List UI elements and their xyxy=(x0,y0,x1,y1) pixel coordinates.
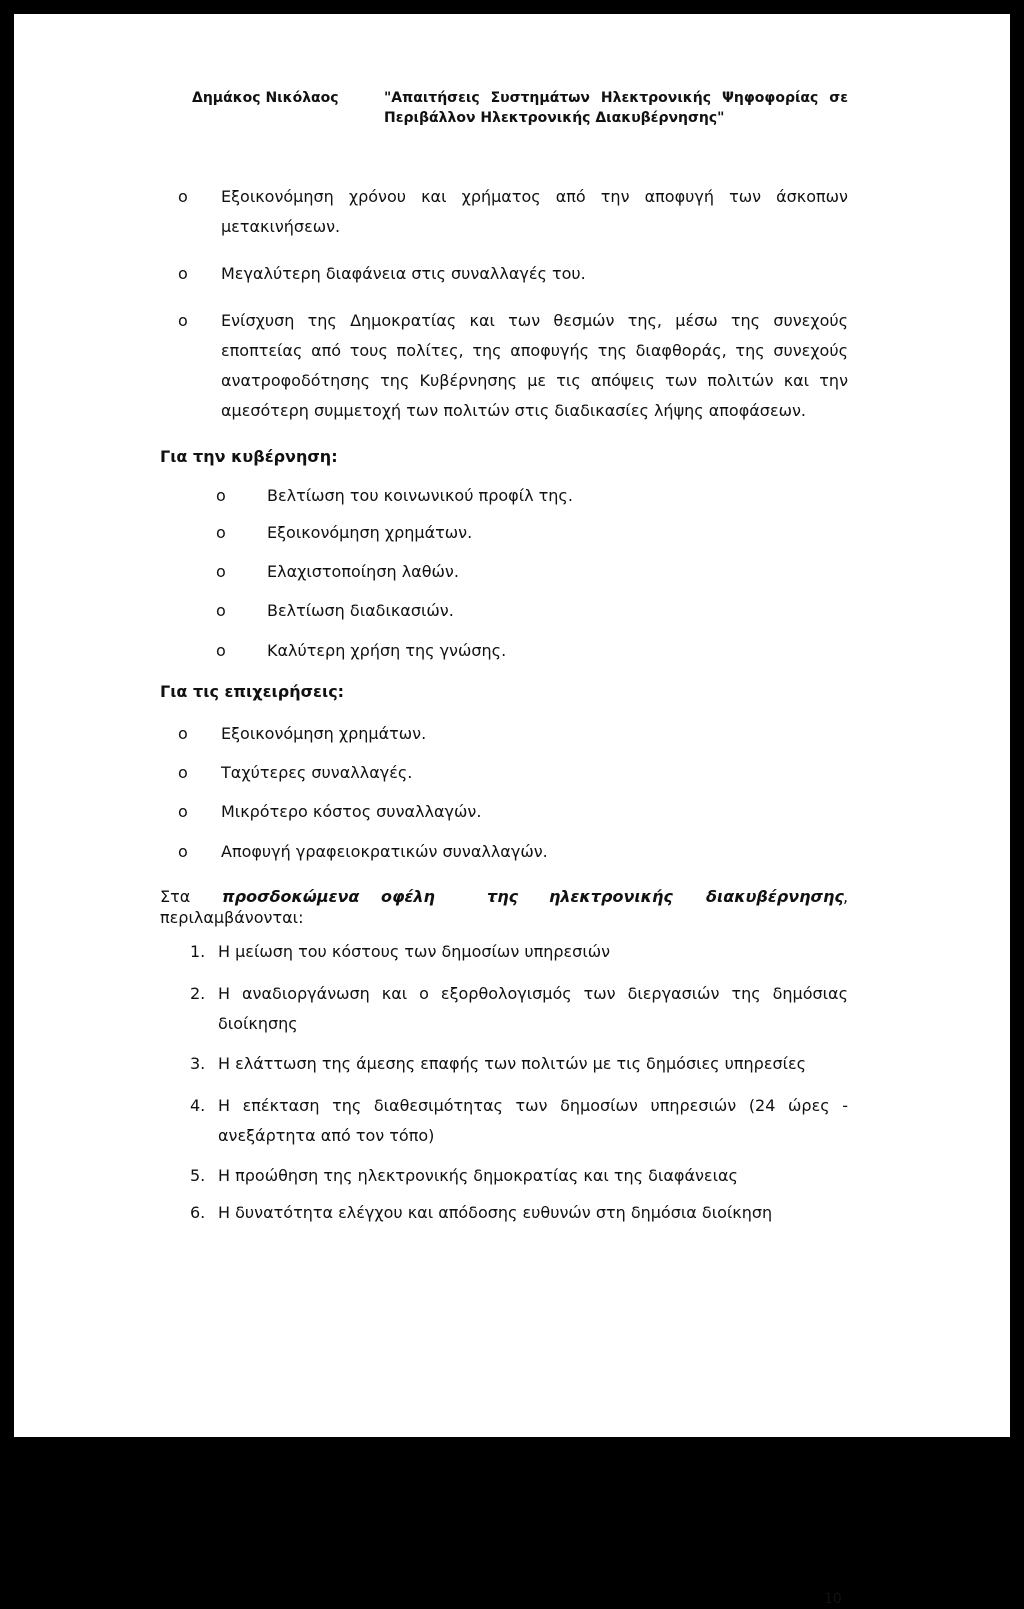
intro-emphasis-word: οφέλη xyxy=(381,887,435,906)
list-number: 4. xyxy=(190,1096,206,1115)
bullet-line: Ενίσχυση της Δημοκρατίας και των θεσμών της, μέσω της συνεχούς xyxy=(221,311,848,330)
bullet-marker: o xyxy=(178,724,188,743)
business-item: Αποφυγή γραφειοκρατικών συναλλαγών. xyxy=(221,842,548,861)
business-item: Εξοικονόμηση χρημάτων. xyxy=(221,724,427,743)
bullet-marker: o xyxy=(216,562,226,581)
list-number: 3. xyxy=(190,1054,206,1073)
bullet-line: μετακινήσεων. xyxy=(221,217,341,236)
header-title-line-1: "Απαιτήσεις Συστημάτων Ηλεκτρονικής Ψηφοφορίας σε xyxy=(384,90,848,106)
header-title-line-2: Περιβάλλον Ηλεκτρονικής Διακυβέρνησης" xyxy=(384,110,725,126)
government-item: Καλύτερη χρήση της γνώσης. xyxy=(267,641,507,660)
list-number: 5. xyxy=(190,1166,206,1185)
intro-prefix: Στα xyxy=(160,887,191,906)
bullet-marker: o xyxy=(216,601,226,620)
intro-emphasis-word: προσδοκώμενα xyxy=(222,887,360,906)
list-number: 1. xyxy=(190,942,206,961)
list-number: 6. xyxy=(190,1203,206,1222)
business-item: Ταχύτερες συναλλαγές. xyxy=(221,763,413,782)
benefit-line: ανεξάρτητα από τον τόπο) xyxy=(218,1126,435,1145)
bullet-marker: o xyxy=(178,802,188,821)
document-page xyxy=(14,14,1010,1607)
list-number: 2. xyxy=(190,984,206,1003)
benefit-line: Η δυνατότητα ελέγχου και απόδοσης ευθυνών στη δημόσια διοίκηση xyxy=(218,1203,773,1222)
business-item: Μικρότερο κόστος συναλλαγών. xyxy=(221,802,482,821)
bullet-line: Εξοικονόμηση χρόνου και χρήματος από την αποφυγή των άσκοπων xyxy=(221,187,848,206)
government-item: Ελαχιστοποίηση λαθών. xyxy=(267,562,459,581)
bullet-marker: o xyxy=(178,311,188,330)
government-item: Εξοικονόμηση χρημάτων. xyxy=(267,523,473,542)
government-item: Βελτίωση του κοινωνικού προφίλ της. xyxy=(267,486,573,505)
bullet-line: Μεγαλύτερη διαφάνεια στις συναλλαγές του. xyxy=(221,264,586,283)
benefit-line: Η μείωση του κόστους των δημοσίων υπηρεσιών xyxy=(218,942,611,961)
section-heading-business: Για τις επιχειρήσεις: xyxy=(160,682,345,701)
benefit-line: Η επέκταση της διαθεσιμότητας των δημοσίων υπηρεσιών (24 ώρες - xyxy=(218,1096,848,1115)
expected-benefits-intro xyxy=(160,887,848,907)
intro-emphasis-word: διακυβέρνησης xyxy=(706,887,844,906)
benefit-line: Η αναδιοργάνωση και ο εξορθολογισμός των διεργασιών της δημόσιας xyxy=(218,984,848,1003)
bullet-line: αμεσότερη συμμετοχή των πολιτών στις διαδικασίες λήψης αποφάσεων. xyxy=(221,401,807,420)
intro-emphasis-word: ηλεκτρονικής xyxy=(549,887,673,906)
benefit-line: διοίκησης xyxy=(218,1014,298,1033)
bullet-line: ανατροφοδότησης της Κυβέρνησης με τις απόψεις των πολιτών και την xyxy=(221,371,848,390)
intro-comma: , xyxy=(843,887,849,906)
benefit-line: Η ελάττωση της άμεσης επαφής των πολιτών με τις δημόσιες υπηρεσίες xyxy=(218,1054,807,1073)
bullet-marker: o xyxy=(216,486,226,505)
bullet-marker: o xyxy=(216,523,226,542)
bullet-marker: o xyxy=(178,763,188,782)
bullet-marker: o xyxy=(216,641,226,660)
header-author: Δημάκος Νικόλαος xyxy=(192,90,339,106)
section-heading-government: Για την κυβέρνηση: xyxy=(160,447,338,466)
intro-continuation: περιλαμβάνονται: xyxy=(160,908,304,927)
bullet-marker: o xyxy=(178,842,188,861)
benefit-line: Η προώθηση της ηλεκτρονικής δημοκρατίας και της διαφάνειας xyxy=(218,1166,738,1185)
bullet-line: εποπτείας από τους πολίτες, της αποφυγής της διαφθοράς, της συνεχούς xyxy=(221,341,848,360)
government-item: Βελτίωση διαδικασιών. xyxy=(267,601,454,620)
bullet-marker: o xyxy=(178,264,188,283)
bullet-marker: o xyxy=(178,187,188,206)
page-number: 10 xyxy=(824,1591,842,1607)
intro-emphasis-word: της xyxy=(487,887,519,906)
